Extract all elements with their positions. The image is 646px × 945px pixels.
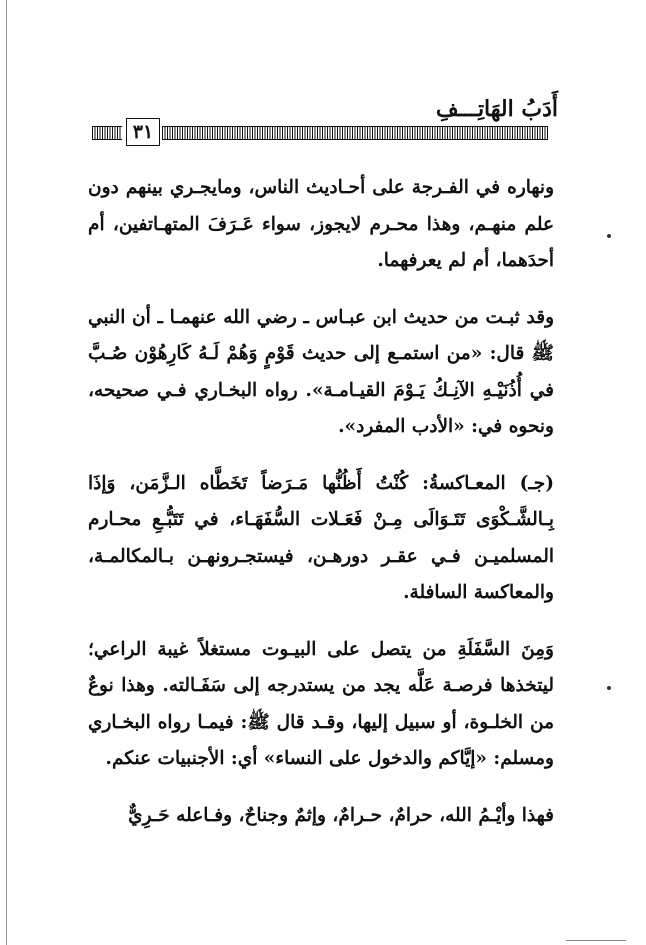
body-text	[88, 170, 554, 854]
page-number: ٣١	[126, 118, 160, 146]
header-band	[92, 118, 548, 146]
paragraph: (جـ) المعـاكسةُ: كُنْتُ أَظُنُّها مَـرَضاً تَخَطَّاه الـزَّمَن، وَإذَا بِـالشَّـكْوَى تَتَـوَالَى مِـنْ فَعَـلات السُّفَهَـاء، في تَتَبُّـعِ محـارم المسلميـن فـي عقـر دورهـن، فيستجـرونهـن بـالمكالمـة، والمعاكسة السافلة.	[88, 472, 554, 603]
header-ornament-left	[92, 126, 122, 140]
page-gutter-line	[6, 0, 7, 945]
bottom-rule	[566, 940, 626, 941]
paragraph: ونهاره في الفـرجة على أحـاديث الناس، ومايجـري بينهم دون علم منهـم، وهذا محـرم لايجوز، سواء عَـرَفَ المتهـاتفين، أم أحدَهما، أم لم يعرفهما.	[88, 177, 554, 271]
paragraph: فهذا وأيْـمُ الله، حرامٌ، حـرامٌ، وإثمٌ وجناحٌ، وفـاعله حَـرِيٌّ	[128, 804, 554, 826]
paragraph: وَمِنَ السَّفَلَةِ من يتصل على البيـوت مستغلاً غيبة الراعي؛ ليتخذها فرصـة عَلَّه يجد من يستدرجه إلى سَفَـالته. وهذا نوعٌ من الخلـوة، أو سبيل إليها، وقـد قال ﷺ: فيمـا رواه البخـاري ومسلم: «إيَّاكم والدخول على النساء» أي: الأجنبيات عنكم.	[88, 638, 554, 769]
margin-mark	[607, 686, 611, 690]
paragraph: وقد ثبـت من حديث ابن عبـاس ـ رضي الله عنهمـا ـ أن النبي ﷺ قال: «من استمـع إلى حديث قَوْمٍ وَهُمْ لَـهُ كَارِهُوْن صُـبَّ في أُذُنَيْـهِ الآنِـكُ يَـوْمَ القيـامـة». رواه البخـاري فـي صحيحه، ونحوه في: «الأدب المفرد».	[88, 306, 554, 437]
margin-mark	[607, 234, 611, 238]
running-title: أَدَبُ الهَاتِـــفِ	[435, 96, 558, 122]
header-ornament-right	[162, 126, 548, 140]
